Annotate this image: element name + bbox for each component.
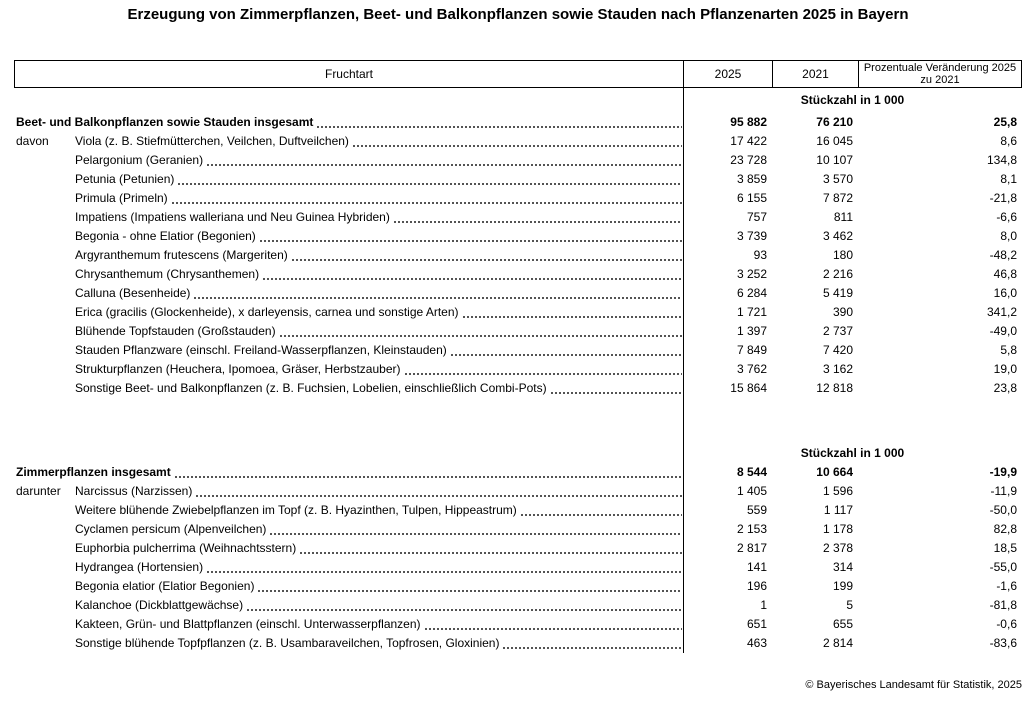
- dotted-leader: [171, 202, 682, 204]
- table-row: [14, 132, 1022, 151]
- value-pct-change: -11,9: [990, 484, 1017, 498]
- dotted-leader: [193, 297, 682, 299]
- section-spacer: [14, 398, 1022, 443]
- table-row: [14, 303, 1022, 322]
- row-label: Argyranthemum frutescens (Margeriten): [75, 248, 288, 262]
- table-row: [14, 501, 1022, 520]
- value-2021: 655: [832, 617, 853, 631]
- value-2025: 3 252: [736, 267, 767, 281]
- table-row: [14, 170, 1022, 189]
- table-row: [14, 227, 1022, 246]
- value-pct-change: 341,2: [986, 305, 1017, 319]
- row-label: Impatiens (Impatiens walleriana und Neu Guinea Hybriden): [75, 210, 390, 224]
- dotted-leader: [502, 647, 682, 649]
- header-fruchtart: Fruchtart: [324, 67, 373, 81]
- dotted-leader: [259, 240, 682, 242]
- value-2021: 390: [832, 305, 853, 319]
- value-2025: 463: [746, 636, 767, 650]
- row-label: Pelargonium (Geranien): [75, 153, 204, 167]
- value-2025: 1 397: [736, 324, 767, 338]
- value-2021: 3 462: [822, 229, 853, 243]
- dotted-leader: [246, 609, 682, 611]
- value-pct-change: 18,5: [993, 541, 1017, 555]
- value-pct-change: 16,0: [993, 286, 1017, 300]
- value-pct-change: 5,8: [1000, 343, 1017, 357]
- row-label: Narcissus (Narzissen): [75, 484, 193, 498]
- unit-header-row: [14, 88, 1022, 113]
- value-2021: 5 419: [822, 286, 853, 300]
- row-label: Sonstige Beet- und Balkonpflanzen (z. B. Fuchsien, Lobelien, einschließlich Combi-Pots): [75, 381, 547, 395]
- dotted-leader: [177, 183, 682, 185]
- value-2021: 1 178: [822, 522, 853, 536]
- row-prefix: darunter: [16, 484, 61, 498]
- row-label: Primula (Primeln): [75, 191, 168, 205]
- unit-header: Stückzahl in 1 000: [800, 93, 905, 107]
- value-2025: 1: [760, 598, 767, 612]
- total-row: [14, 113, 1022, 132]
- value-2025: 2 817: [736, 541, 767, 555]
- table-body: [14, 88, 1022, 653]
- dotted-leader: [450, 354, 682, 356]
- row-label: Calluna (Besenheide): [75, 286, 191, 300]
- table-row: [14, 246, 1022, 265]
- value-2025: 8 544: [736, 465, 767, 479]
- value-pct-change: -50,0: [989, 503, 1017, 517]
- table-row: [14, 615, 1022, 634]
- row-label: Weitere blühende Zwiebelpflanzen im Topf (z. B. Hyazinthen, Tulpen, Hippeastrum): [75, 503, 517, 517]
- dotted-leader: [206, 164, 682, 166]
- table-row: [14, 634, 1022, 653]
- value-pct-change: -0,6: [996, 617, 1017, 631]
- value-pct-change: 46,8: [993, 267, 1017, 281]
- row-label: Viola (z. B. Stiefmütterchen, Veilchen, Duftveilchen): [75, 134, 349, 148]
- dotted-leader: [424, 628, 682, 630]
- dotted-leader: [404, 373, 683, 375]
- row-label: Begonia - ohne Elatior (Begonien): [75, 229, 256, 243]
- dotted-leader: [316, 126, 682, 128]
- unit-row-empty-cell: [14, 443, 683, 463]
- value-2021: 2 378: [822, 541, 853, 555]
- total-row: [14, 463, 1022, 482]
- unit-header: Stückzahl in 1 000: [800, 445, 905, 460]
- value-pct-change: -81,8: [989, 598, 1017, 612]
- value-pct-change: 25,8: [993, 115, 1017, 129]
- dotted-leader: [269, 533, 682, 535]
- value-2025: 2 153: [736, 522, 767, 536]
- value-2025: 196: [746, 579, 767, 593]
- dotted-leader: [520, 514, 682, 516]
- table-row: [14, 189, 1022, 208]
- row-label: Sonstige blühende Topfpflanzen (z. B. Usambaraveilchen, Topfrosen, Gloxinien): [75, 636, 500, 650]
- value-2025: 7 849: [736, 343, 767, 357]
- value-pct-change: 8,0: [1000, 229, 1017, 243]
- row-label: Cyclamen persicum (Alpenveilchen): [75, 522, 267, 536]
- value-2021: 16 045: [816, 134, 853, 148]
- value-pct-change: -49,0: [989, 324, 1017, 338]
- value-2021: 10 107: [816, 153, 853, 167]
- value-2021: 811: [833, 210, 853, 224]
- value-2025: 6 155: [736, 191, 767, 205]
- table-row: [14, 208, 1022, 227]
- value-2025: 3 739: [736, 229, 767, 243]
- row-label: Kakteen, Grün- und Blattpflanzen (einschl. Unterwasserpflanzen): [75, 617, 421, 631]
- table-row: [14, 151, 1022, 170]
- row-prefix: davon: [16, 134, 49, 148]
- value-2021: 2 737: [822, 324, 853, 338]
- table-row: [14, 558, 1022, 577]
- value-2025: 1 405: [736, 484, 767, 498]
- value-2021: 199: [832, 579, 853, 593]
- value-pct-change: 19,0: [993, 362, 1017, 376]
- value-2021: 12 818: [816, 381, 853, 395]
- dotted-leader: [550, 392, 682, 394]
- dotted-leader: [195, 495, 682, 497]
- value-2025: 15 864: [730, 381, 767, 395]
- value-2021: 180: [832, 248, 853, 262]
- footer-copyright: © Bayerisches Landesamt für Statistik, 2025: [805, 679, 1022, 691]
- value-2021: 5: [846, 598, 853, 612]
- column-divider-line: [683, 88, 684, 653]
- dotted-leader: [291, 259, 682, 261]
- value-pct-change: 134,8: [986, 153, 1017, 167]
- value-2025: 23 728: [730, 153, 767, 167]
- table-row: [14, 577, 1022, 596]
- value-2021: 3 162: [822, 362, 853, 376]
- unit-header-row: [14, 443, 1022, 463]
- value-pct-change: 23,8: [993, 381, 1017, 395]
- table-row: [14, 520, 1022, 539]
- dotted-leader: [262, 278, 682, 280]
- value-pct-change: -55,0: [989, 560, 1017, 574]
- value-2021: 1 596: [822, 484, 853, 498]
- row-label: Beet- und Balkonpflanzen sowie Stauden insgesamt: [16, 115, 314, 129]
- row-label: Zimmerpflanzen insgesamt: [16, 465, 171, 479]
- value-pct-change: -48,2: [989, 248, 1017, 262]
- dotted-leader: [279, 335, 682, 337]
- dotted-leader: [206, 571, 682, 573]
- value-2025: 757: [746, 210, 767, 224]
- value-pct-change: -83,6: [989, 636, 1017, 650]
- value-2025: 141: [746, 560, 767, 574]
- value-pct-change: 8,6: [1000, 134, 1017, 148]
- value-pct-change: -21,8: [989, 191, 1017, 205]
- row-label: Hydrangea (Hortensien): [75, 560, 204, 574]
- value-2021: 2 814: [822, 636, 853, 650]
- value-2021: 7 420: [822, 343, 853, 357]
- row-label: Stauden Pflanzware (einschl. Freiland-Wasserpflanzen, Kleinstauden): [75, 343, 447, 357]
- row-label: Petunia (Petunien): [75, 172, 175, 186]
- table-row: [14, 360, 1022, 379]
- value-2021: 76 210: [816, 115, 853, 129]
- value-2025: 95 882: [730, 115, 767, 129]
- value-2025: 559: [746, 503, 767, 517]
- row-label: Euphorbia pulcherrima (Weihnachtsstern): [75, 541, 297, 555]
- value-2021: 2 216: [822, 267, 853, 281]
- value-pct-change: 82,8: [993, 522, 1017, 536]
- value-pct-change: -6,6: [996, 210, 1017, 224]
- row-label: Erica (gracilis (Glockenheide), x darleyensis, carnea und sonstige Arten): [75, 305, 459, 319]
- value-2025: 93: [753, 248, 767, 262]
- value-2025: 3 762: [736, 362, 767, 376]
- row-label: Strukturpflanzen (Heuchera, Ipomoea, Gräser, Herbstzauber): [75, 362, 401, 376]
- table-row: [14, 341, 1022, 360]
- value-2021: 7 872: [822, 191, 853, 205]
- dotted-leader: [393, 221, 682, 223]
- table-row: [14, 284, 1022, 303]
- value-2025: 3 859: [736, 172, 767, 186]
- header-2025: 2025: [683, 61, 772, 87]
- value-2025: 17 422: [730, 134, 767, 148]
- table-header: [14, 60, 1022, 88]
- value-2025: 6 284: [736, 286, 767, 300]
- row-label: Kalanchoe (Dickblattgewächse): [75, 598, 244, 612]
- dotted-leader: [462, 316, 682, 318]
- value-pct-change: 8,1: [1000, 172, 1017, 186]
- value-2021: 1 117: [823, 503, 853, 517]
- table-row: [14, 379, 1022, 398]
- table-row: [14, 265, 1022, 284]
- dotted-leader: [352, 145, 682, 147]
- dotted-leader: [257, 590, 682, 592]
- row-label: Begonia elatior (Elatior Begonien): [75, 579, 255, 593]
- table-row: [14, 596, 1022, 615]
- value-pct-change: -19,9: [989, 465, 1017, 479]
- dotted-leader: [299, 552, 682, 554]
- row-label: Chrysanthemum (Chrysanthemen): [75, 267, 260, 281]
- header-pct-change: Prozentuale Veränderung 2025 zu 2021: [858, 61, 1021, 87]
- unit-row-empty-cell: [14, 88, 683, 113]
- value-2025: 1 721: [736, 305, 767, 319]
- dotted-leader: [174, 476, 682, 478]
- value-2021: 10 664: [816, 465, 853, 479]
- page-title: Erzeugung von Zimmerpflanzen, Beet- und Balkonpflanzen sowie Stauden nach Pflanzenarten 2025 in Bayern: [127, 6, 909, 23]
- value-pct-change: -1,6: [996, 579, 1017, 593]
- table-row: [14, 539, 1022, 558]
- row-label: Blühende Topfstauden (Großstauden): [75, 324, 276, 338]
- value-2025: 651: [746, 617, 767, 631]
- value-2021: 3 570: [822, 172, 853, 186]
- value-2021: 314: [832, 560, 853, 574]
- table-row: [14, 482, 1022, 501]
- header-2021: 2021: [772, 61, 858, 87]
- table-row: [14, 322, 1022, 341]
